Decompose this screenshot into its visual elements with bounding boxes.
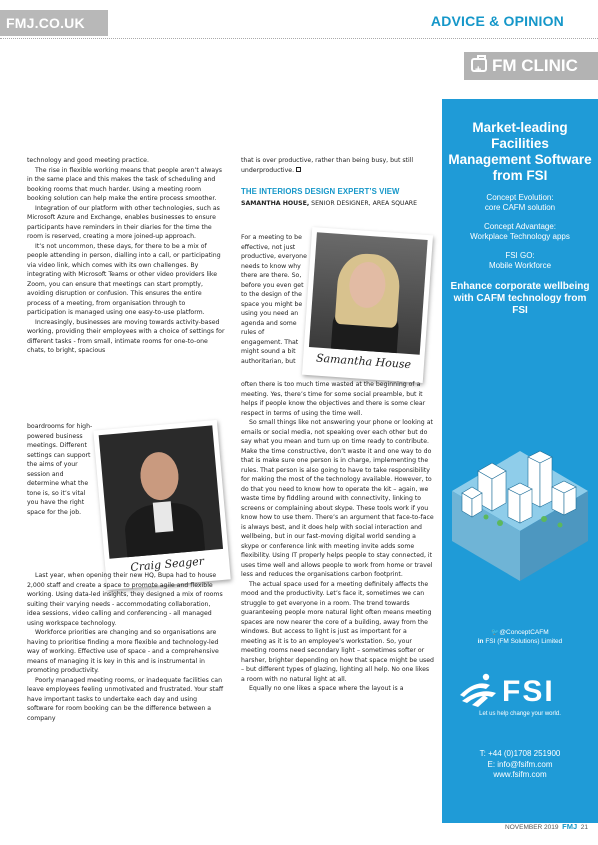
fm-clinic-label: FM CLINIC: [492, 56, 578, 75]
advert-website[interactable]: www.fsifm.com: [493, 770, 547, 779]
byline: [241, 199, 434, 209]
paragraph: often there is too much time wasted at the beginning of a meeting. Yes, there’s time for some social preamble, but it helps if people know the objectives and there is some clear respect in terms of using the time well.: [241, 381, 426, 417]
advert-item: [442, 222, 598, 242]
paragraph: So small things like not answering your phone or looking at emails or social media, not speaking over each other but do say what you mean and turn up on time ready to contribute. Make the time constructive, don’t waste it and one way to do that is make sure one person is in charge, implementing the rules. That person is also going to have to take responsibility for making the most of the technology available. However, to do that you need to know how to operate the kit – again, we waste time by fiddling around with connectivity, linking to screens or complaining about skype. These tools work if you know how to use them. There’s an argument that face-to-face is always best, and it does help with social interaction and wellbeing, but in our fast-moving digital world sending a skype or conference link with meeting invite adds some flexibility. Using IT properly helps people to stay connected, it uses time well and allows people to work from home or travel less and reduces the organisations carbon footprint.: [241, 419, 434, 578]
page-number: 21: [580, 824, 588, 831]
advert-contact: [442, 749, 598, 781]
linkedin-icon: in: [477, 638, 486, 645]
advert-item-title: Concept Advantage:: [483, 222, 557, 231]
article-column-2-wrap: [241, 233, 307, 366]
section-title: ADVICE & OPINION: [430, 13, 564, 29]
advert-wellbeing-text: Enhance corporate wellbeing with CAFM technology from FSI: [450, 281, 590, 316]
advert-item-title: FSI GO:: [505, 251, 535, 260]
twitter-icon: 🐦: [491, 629, 500, 636]
header-divider: [0, 38, 598, 39]
fm-clinic-banner: [464, 52, 598, 80]
paragraph: technology and good meeting practice.: [27, 157, 149, 164]
paragraph: The actual space used for a meeting definitely affects the mood and the productivity. Let’s face it, sometimes we can struggle to get everyone in a room. The trend towards guaranteeing people more natural light often means meeting spaces are now nearer the core of a building, away from the windows. But access to light is just as important for a meeting as it is to an employee’s workstation. So, your meeting rooms need secondary light – sometimes softer or harsher, brighter depending on how that space might be used – but different types of glazing, lighting all help. No one likes a room with no natural light at all.: [241, 580, 434, 683]
twitter-handle[interactable]: 🐦@ConceptCAFM: [491, 629, 549, 636]
advert-item-title: Concept Evolution:: [486, 193, 554, 202]
paragraph: Poorly managed meeting rooms, or inadequate facilities can leave employees feeling unmotivated and frustrated. Your staff have important tasks to undertake each day and using software for room booking can be the difference between a company: [27, 676, 224, 722]
svg-text:FSI: FSI: [502, 675, 555, 708]
photo-caption: Craig Seager: [129, 554, 205, 574]
craig-seager-photo: [93, 420, 230, 590]
end-of-article-icon: [296, 167, 301, 172]
paragraph: For a meeting to be effective, not just productive, everyone needs to know why there are there. So, before you even get to the design of the space you might be using you need an agenda and some rules of engagement. That might sound a bit authoritarian, but: [241, 234, 307, 365]
fsi-logo-mark: [460, 674, 496, 707]
paragraph: Equally no one likes a space where the layout is a: [249, 685, 404, 692]
portrait-image: [99, 425, 223, 558]
advert-item-subtitle: Workplace Technology apps: [470, 232, 570, 241]
advert-phone[interactable]: T: +44 (0)1708 251900: [479, 749, 561, 758]
paragraph: The rise in flexible working means that people aren’t always in the same place and this makes the task of scheduling and booking rooms that much harder. Using a meeting room booking solution can help make the entire process smoother.: [27, 166, 222, 202]
paragraph: that is over productive, rather than being busy, but still underproductive.: [241, 157, 414, 174]
advert-item-subtitle: Mobile Workforce: [488, 261, 552, 270]
paragraph: It’s not uncommon, these days, for there to be a mix of people attending in person, dialling into a call, or participating via video link, which comes with its own challenges. By integrating with Microsoft Teams or other video providers like Zoom, you can ensure that meetings can start promptly, avoiding disruption or confusion. This ensures the entire process of a meeting, from organisation through to participation is managed using one easy-to-use platform.: [27, 242, 221, 316]
advert-item: [442, 251, 598, 271]
portrait-image: [309, 232, 428, 354]
subheading: THE INTERIORS DESIGN EXPERT’S VIEW: [241, 187, 400, 196]
byline-role: SENIOR DESIGNER, AREA SQUARE: [309, 200, 418, 207]
paragraph: Workforce priorities are changing and so organisations are having to prioritise finding a more flexible and technology-led way of working. Effective use of space - and a comprehensive means of managing it is key in this and is instrumental in promoting productivity.: [27, 629, 219, 674]
advert-item-subtitle: core CAFM solution: [484, 203, 556, 212]
article-column-1-top: [27, 156, 225, 356]
paragraph: boardrooms for high-powered business meetings. Different settings can support the aims of your session and determine what the tone is, so it’s vital you have the right space for the job.: [27, 423, 93, 516]
paragraph: Last year, when opening their new HQ, Bupa had to house 2,000 staff and create a space to promote agile and flexible working. Using data-led insights, they designed a mix of rooms suiting their varying needs - accommodating collaboration, idea sessions, video calling and conferencing - all managed using workspace technology.: [27, 572, 223, 627]
paragraph: Integration of our platform with other technologies, such as Microsoft Azure and Exchange, enables businesses to ensure participants have reminders in their diaries for the time the room is reserved, creating a more joined-up approach.: [27, 204, 220, 240]
paragraph: Increasingly, businesses are moving towards activity-based working, providing their employees with a choice of settings for different tasks - from small, intimate rooms for one-to-one chats, to bright, spacious: [27, 318, 225, 354]
page-footer: [505, 822, 588, 831]
site-tag: FMJ.CO.UK: [0, 10, 108, 36]
linkedin-name[interactable]: in FSI (FM Solutions) Limited: [477, 638, 563, 645]
samantha-house-photo: [302, 227, 433, 383]
article-column-2-bottom: [241, 380, 434, 694]
advert-tagline: Let us help change your world.: [479, 711, 561, 717]
article-column-1-wrap: [27, 422, 97, 517]
medical-bag-icon: [471, 58, 487, 72]
fsi-logo: [442, 655, 598, 715]
magazine-name: FMJ: [562, 822, 578, 831]
isometric-city-illustration: [448, 431, 592, 583]
advert-item: [442, 193, 598, 213]
article-column-1-bottom: [27, 571, 225, 723]
advert-email[interactable]: E: info@fsifm.com: [487, 759, 553, 769]
photo-caption: Samantha House: [315, 351, 412, 372]
fsi-advert[interactable]: [442, 99, 598, 823]
issue-date: NOVEMBER 2019: [505, 824, 559, 831]
article-column-2-top: [241, 156, 434, 175]
advert-headline: Market-leading Facilities Management Software from FSI: [448, 120, 592, 183]
byline-name: SAMANTHA HOUSE,: [241, 200, 310, 207]
